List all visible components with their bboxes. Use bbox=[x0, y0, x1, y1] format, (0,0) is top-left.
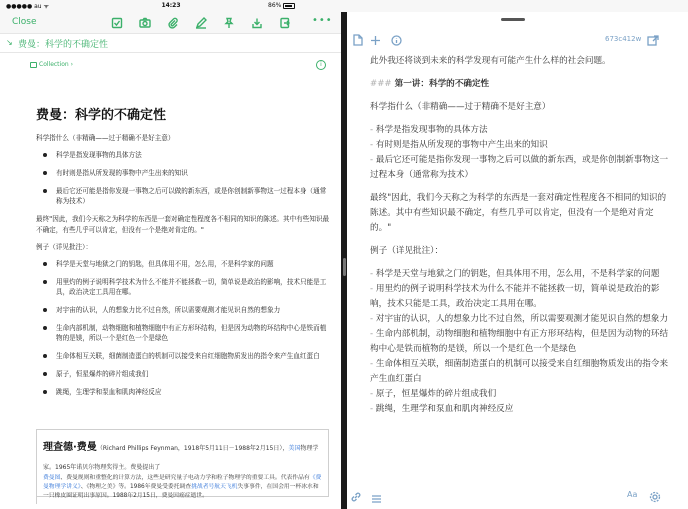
list-item: 生命体相互关联，细菌制造蛋白的机制可以接受来自红细胞物质发出的指令来产生血红蛋白 bbox=[36, 351, 331, 361]
quote-link[interactable]: 费曼图 bbox=[43, 475, 61, 481]
quote-text: 、费曼规则和重整化的计算方法，这些是研究量子电动力学和粒子物理学的重要工具。代表作品有 bbox=[60, 475, 310, 481]
md-list-item: - 跳绳，生理学和泵血和肌肉神经反应 bbox=[370, 404, 514, 414]
quote-title: 理查德·费曼 bbox=[43, 442, 97, 453]
md-list-item: - 有时则是指从所发现的事物中产生出来的知识 bbox=[370, 140, 548, 150]
info-icon[interactable]: i bbox=[316, 60, 326, 70]
checkbox-icon[interactable] bbox=[110, 16, 124, 29]
battery-indicator bbox=[268, 2, 295, 9]
md-list-item: - 原子，恒星爆炸的碎片组成我们 bbox=[370, 389, 497, 399]
right-pane-editor bbox=[347, 12, 688, 509]
pane-drag-handle[interactable] bbox=[501, 18, 525, 21]
toolbar-icons bbox=[110, 16, 292, 29]
menu-icon[interactable] bbox=[371, 489, 382, 508]
divider-grip-handle[interactable] bbox=[343, 258, 346, 276]
md-list-item: - 生命内部机制，动物细胞和植物细胞中有正方形环结构，但是因为动物的环结构中心是铁而植物的是镁，所以一个是红色一个是绿色 bbox=[370, 329, 669, 354]
doc-bullet-list-2 bbox=[36, 259, 331, 397]
list-item: 原子，恒星爆炸的碎片组成我们 bbox=[36, 369, 331, 379]
add-icon[interactable] bbox=[370, 31, 381, 50]
quote-latin-name: （Richard Phillips Feynman，1918年5月11日－1988年2月15日）， bbox=[96, 445, 289, 452]
link-icon[interactable] bbox=[350, 488, 362, 507]
md-list-item: - 最后它还可能是指你发现一事物之后可以做的新东西，或是你创制新事物这一过程本身（通常称为技术） bbox=[370, 155, 669, 180]
left-toolbar bbox=[0, 12, 341, 34]
pen-icon[interactable] bbox=[194, 16, 208, 29]
import-icon[interactable] bbox=[250, 16, 264, 29]
quote-link[interactable]: 美国 bbox=[288, 445, 301, 452]
quote-text: 、《物理之美》等。1986年费曼受委托调查 bbox=[80, 484, 192, 490]
rendered-document bbox=[36, 104, 331, 405]
list-item: 科学是指发现事物的具体方法 bbox=[36, 150, 331, 160]
md-heading-text: 第一讲：科学的不确定性 bbox=[391, 79, 490, 89]
list-item: 最后它还可能是指你发现一事物之后可以做的新东西，或是你创制新事物这一过程本身（通常称为技术） bbox=[36, 186, 331, 206]
font-settings-button[interactable]: Aa bbox=[627, 490, 638, 499]
collection-link[interactable] bbox=[30, 61, 73, 68]
collection-icon bbox=[30, 62, 37, 68]
quote-link[interactable]: 《费曼物理学讲义》 bbox=[43, 475, 322, 490]
list-item: 跳绳，生理学和泵血和肌肉神经反应 bbox=[36, 387, 331, 397]
quote-text: 失事事件，在国会用一杯冰水和一只橡皮圈证明出事原因。1988年2月15日，费曼因癌症逝世。 bbox=[43, 484, 319, 499]
expand-icon[interactable] bbox=[647, 31, 659, 50]
note-title-bar bbox=[0, 34, 341, 53]
list-item: 有时则是指从所发现的事物中产生出来的知识 bbox=[36, 168, 331, 178]
list-item: 用里灼的例子说明科学技术为什么不能并不能拯救一切，简单说是政治的影响，技术只能是工具，政治决定工具用在哪。 bbox=[36, 277, 331, 297]
md-list-item: - 生命体相互关联，细菌制造蛋白的机制可以接受来自红细胞物质发出的指令来产生血红蛋白 bbox=[370, 359, 669, 384]
pin-icon[interactable] bbox=[222, 16, 236, 29]
list-item: 对宇宙的认识，人的想象力比不过自然，所以需要观测才能见识自然的想象力 bbox=[36, 305, 331, 315]
battery-percent: 86% bbox=[268, 2, 282, 9]
export-icon[interactable] bbox=[278, 16, 292, 29]
doc-bullet-list-1 bbox=[36, 150, 331, 206]
quote-link[interactable]: 挑战者号航天飞机 bbox=[191, 484, 238, 490]
note-id: 673c412w bbox=[605, 35, 642, 43]
md-heading-marker: ### bbox=[370, 79, 392, 89]
markdown-editor[interactable] bbox=[370, 54, 674, 417]
more-options-button[interactable]: ••• bbox=[312, 15, 333, 26]
quote-text: 物理学家。1965年诺贝尔物理奖得主。费曼提出了 bbox=[43, 445, 319, 471]
md-line: 科学指什么（非精确——过于精确不是好主意） bbox=[370, 102, 551, 112]
md-line: 最终"因此，我们今天称之为科学的东西是一套对确定性程度各不相同的知识的陈述。其中有些知识最不确定，有些几乎可以肯定，但没有一个是绝对肯定的。" bbox=[370, 193, 667, 233]
collection-label: Collection › bbox=[39, 61, 73, 68]
doc-heading: 费曼：科学的不确定性 bbox=[36, 108, 167, 123]
status-time: 14:23 bbox=[161, 2, 181, 9]
info-circle-icon[interactable] bbox=[391, 31, 402, 50]
md-list-item: - 对宇宙的认识，人的想象力比不过自然，所以需要观测才能见识自然的想象力 bbox=[370, 314, 669, 324]
close-button[interactable]: Close bbox=[12, 17, 37, 27]
md-list-item: - 科学是指发现事物的具体方法 bbox=[370, 125, 488, 135]
carrier-signal: ●●●●● au ᯤ bbox=[6, 3, 49, 10]
collapse-chevron-icon[interactable]: ↘ bbox=[6, 38, 13, 47]
doc-paragraph: 最终"因此，我们今天称之为科学的东西是一套对确定性程度各不相同的知识的陈述。其中有些知识最不确定，有些几乎可以肯定，但没有一个是绝对肯定的。" bbox=[36, 215, 330, 234]
quote-body bbox=[43, 474, 322, 501]
status-bar bbox=[0, 0, 688, 12]
md-line: 例子（详见批注）： bbox=[370, 246, 444, 256]
list-item: 科学是天堂与地狱之门的钥匙，但具体用不用，怎么用，不是科学家的问题 bbox=[36, 259, 331, 269]
note-title: 费曼：科学的不确定性 bbox=[18, 40, 109, 50]
doc-paragraph: 例子（详见批注）： bbox=[36, 243, 93, 251]
battery-icon bbox=[283, 3, 295, 9]
list-item: 生命内部机制，动物细胞和植物细胞中有正方形环结构，但是因为动物的环结构中心是铁而植物的是镁，所以一个是红色一个是绿色 bbox=[36, 323, 331, 343]
document-icon[interactable] bbox=[353, 31, 363, 50]
camera-icon[interactable] bbox=[138, 16, 152, 29]
md-list-item: - 科学是天堂与地狱之门的钥匙，但具体用不用，怎么用，不是科学家的问题 bbox=[370, 269, 660, 279]
wiki-quote-block bbox=[36, 429, 329, 497]
md-heading bbox=[370, 77, 674, 92]
md-line: 此外我还将谈到未来的科学发现有可能产生什么样的社会问题。 bbox=[370, 56, 611, 66]
attachment-icon[interactable] bbox=[166, 16, 180, 29]
doc-paragraph: 科学指什么（非精确——过于精确不是好主意） bbox=[36, 134, 175, 142]
gear-icon[interactable] bbox=[649, 488, 661, 507]
md-list-item: - 用里灼的例子说明科学技术为什么不能并不能拯救一切，简单说是政治的影响，技术只能是工具，政治决定工具用在哪。 bbox=[370, 284, 660, 309]
